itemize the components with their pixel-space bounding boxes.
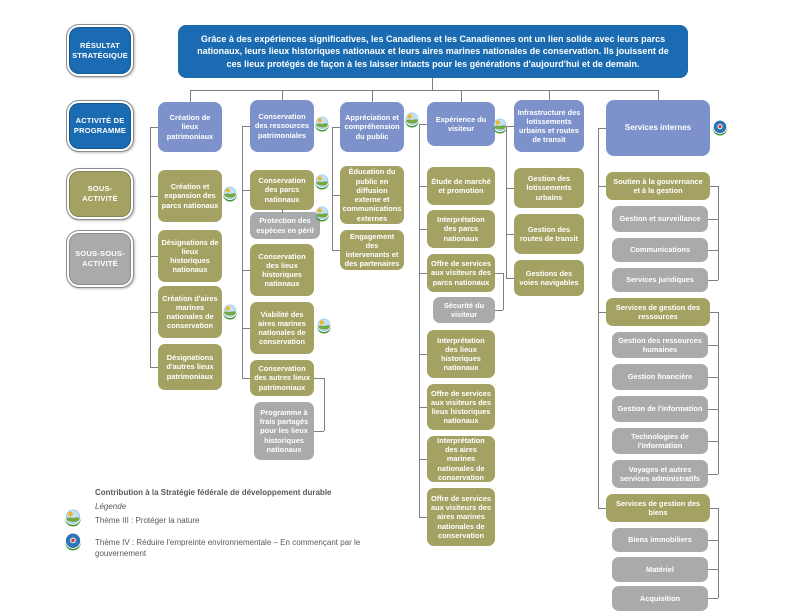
- tier-label-sous-activite: [66, 168, 134, 220]
- connector-line: [708, 250, 718, 251]
- connector-line: [718, 508, 719, 598]
- sub-activity-box: Services de gestion des biens: [606, 494, 710, 522]
- theme3-icon: [222, 304, 238, 320]
- sub-sub-activity-box: Services juridiques: [612, 268, 708, 292]
- sub-activity-box: Offre de services aux visiteurs des aires marines nationales de conservation: [427, 488, 495, 546]
- connector-line: [506, 126, 514, 127]
- connector-line: [242, 190, 250, 191]
- theme4-icon: [712, 120, 728, 136]
- connector-line: [708, 474, 718, 475]
- sub-sub-activity-box: Voyages et autres services administratifs: [612, 460, 708, 488]
- activity-box: Conservation des ressources patrimoniales: [250, 100, 314, 152]
- connector-line: [432, 78, 433, 90]
- sub-activity-box: Offre de services aux visiteurs des lieux historiques nationaux: [427, 384, 495, 430]
- sub-sub-activity-box: Matériel: [612, 557, 708, 582]
- sub-activity-box: Étude de marché et promotion: [427, 167, 495, 205]
- connector-line: [419, 354, 427, 355]
- connector-line: [242, 270, 250, 271]
- sub-activity-box: Gestions des voies navigables: [514, 260, 584, 296]
- connector-line: [708, 598, 718, 599]
- connector-line: [419, 517, 427, 518]
- sub-sub-activity-box: Biens immobiliers: [612, 528, 708, 552]
- connector-line: [718, 312, 719, 474]
- legend-item-theme4: Thème IV : Réduire l'empreinte environnementale – En commençant par le gouvernement: [95, 538, 361, 558]
- tier-label-text: RÉSULTAT STRATÉGIQUE: [69, 27, 131, 74]
- sub-activity-box: Offre de services aux visiteurs des parcs nationaux: [427, 254, 495, 292]
- sub-sub-activity-box: Acquisition: [612, 586, 708, 611]
- connector-line: [708, 441, 718, 442]
- connector-line: [461, 90, 462, 102]
- sub-activity-box: Conservation des autres lieux patrimoniaux: [250, 360, 314, 396]
- sub-sub-activity-box: Protection des espèces en péril: [250, 212, 320, 239]
- connector-line: [506, 188, 514, 189]
- connector-line: [710, 312, 718, 313]
- connector-line: [332, 127, 333, 250]
- sub-activity-box: Désignations d'autres lieux patrimoniaux: [158, 344, 222, 390]
- sub-sub-activity-box: Gestion financière: [612, 364, 708, 390]
- sub-activity-box: Gestion des lotissements urbains: [514, 168, 584, 208]
- connector-line: [419, 229, 427, 230]
- legend-item-theme3: Thème III : Protéger la nature: [95, 516, 200, 525]
- connector-line: [658, 90, 659, 100]
- connector-line: [242, 328, 250, 329]
- theme3-icon: [314, 174, 330, 190]
- connector-line: [506, 126, 507, 278]
- connector-line: [708, 409, 718, 410]
- connector-line: [324, 378, 325, 431]
- activity-box: Création de lieux patrimoniaux: [158, 102, 222, 152]
- connector-line: [708, 345, 718, 346]
- sub-sub-activity-box: Sécurité du visiteur: [433, 297, 495, 323]
- connector-line: [506, 234, 514, 235]
- connector-line: [708, 280, 718, 281]
- theme3-icon: [222, 186, 238, 202]
- connector-line: [150, 256, 158, 257]
- theme3-icon: [64, 509, 82, 527]
- connector-line: [506, 278, 514, 279]
- theme3-icon: [316, 318, 332, 334]
- connector-line: [282, 209, 283, 213]
- connector-line: [710, 508, 718, 509]
- theme3-icon: [314, 206, 330, 222]
- strategic-outcome-box: Grâce à des expériences significatives, les Canadiens et les Canadiennes ont un lien solide avec leurs parcs nationaux, leurs lieux historiques nationaux et leurs aires marines nationales de conservation. Ils jouissent de ces lieux protégés de façon à les laisser intacts pour les générations d'aujourd'hui et de demain.: [178, 25, 688, 78]
- sub-activity-box: Interprétation des lieux historiques nationaux: [427, 330, 495, 378]
- connector-line: [708, 219, 718, 220]
- sub-activity-box: Éducation du public en diffusion externe et communications externes: [340, 166, 404, 224]
- connector-line: [242, 378, 250, 379]
- connector-line: [314, 378, 324, 379]
- connector-line: [150, 196, 158, 197]
- activity-box: Expérience du visiteur: [427, 102, 495, 146]
- tier-label-sous-sous-activite: [66, 230, 134, 288]
- sub-sub-activity-box: Technologies de l'information: [612, 428, 708, 454]
- connector-line: [314, 431, 324, 432]
- connector-line: [332, 127, 340, 128]
- connector-line: [332, 195, 340, 196]
- connector-line: [598, 312, 606, 313]
- sub-sub-activity-box: Communications: [612, 238, 708, 262]
- tier-label-text: ACTIVITÉ DE PROGRAMME: [69, 103, 131, 149]
- connector-line: [150, 367, 158, 368]
- sub-activity-box: Interprétation des aires marines nationales de conservation: [427, 436, 495, 482]
- sub-activity-box: Création d'aires marines nationales de conservation: [158, 286, 222, 338]
- connector-line: [190, 90, 659, 91]
- connector-line: [332, 250, 340, 251]
- legend-heading: Légende: [95, 502, 127, 511]
- connector-line: [708, 540, 718, 541]
- tier-label-resultat-strategique: [66, 24, 134, 77]
- sub-activity-box: Viabilité des aires marines nationales de conservation: [250, 302, 314, 354]
- connector-line: [150, 312, 158, 313]
- connector-line: [710, 186, 718, 187]
- connector-line: [598, 128, 599, 508]
- tier-label-text: SOUS-SOUS-ACTIVITÉ: [69, 233, 131, 285]
- activity-box: Infrastructure des lotissements urbains et routes de transit: [514, 100, 584, 152]
- connector-line: [495, 273, 503, 274]
- activity-box: Appréciation et compréhension du public: [340, 102, 404, 152]
- connector-line: [419, 407, 427, 408]
- theme3-icon: [314, 116, 330, 132]
- connector-line: [419, 124, 427, 125]
- sub-activity-box: Désignations de lieux historiques nationaux: [158, 230, 222, 282]
- connector-line: [503, 273, 504, 310]
- connector-line: [150, 127, 151, 367]
- theme3-icon: [404, 112, 420, 128]
- sub-activity-box: Conservation des parcs nationaux: [250, 170, 314, 210]
- connector-line: [242, 126, 250, 127]
- sub-sub-activity-box: Programme à frais partagés pour les lieux historiques nationaux: [254, 402, 314, 460]
- sub-activity-box: Création et expansion des parcs nationaux: [158, 170, 222, 222]
- connector-line: [372, 90, 373, 102]
- sub-activity-box: Gestion des routes de transit: [514, 214, 584, 254]
- sub-sub-activity-box: Gestion et surveillance: [612, 206, 708, 232]
- sub-activity-box: Engagement des intervenants et des partenaires: [340, 230, 404, 270]
- connector-line: [708, 569, 718, 570]
- connector-line: [718, 186, 719, 280]
- sub-activity-box: Soutien à la gouvernance et à la gestion: [606, 172, 710, 200]
- sub-sub-activity-box: Gestion de l'information: [612, 396, 708, 422]
- connector-line: [708, 377, 718, 378]
- tier-label-activite-de-programme: [66, 100, 134, 152]
- connector-line: [419, 186, 427, 187]
- connector-line: [150, 127, 158, 128]
- theme4-icon: [64, 533, 82, 551]
- connector-line: [549, 90, 550, 100]
- connector-line: [242, 126, 243, 378]
- sub-sub-activity-box: Gestion des ressources humaines: [612, 332, 708, 358]
- connector-line: [598, 508, 606, 509]
- connector-line: [282, 90, 283, 100]
- sub-activity-box: Services de gestion des ressources: [606, 298, 710, 326]
- connector-line: [419, 459, 427, 460]
- sub-activity-box: Interprétation des parcs nationaux: [427, 210, 495, 248]
- connector-line: [419, 273, 427, 274]
- connector-line: [495, 310, 503, 311]
- connector-line: [190, 90, 191, 102]
- connector-line: [598, 128, 606, 129]
- activity-box: Services internes: [606, 100, 710, 156]
- connector-line: [598, 186, 606, 187]
- sub-activity-box: Conservation des lieux historiques nationaux: [250, 244, 314, 296]
- tier-label-text: SOUS-ACTIVITÉ: [69, 171, 131, 217]
- legend-title: Contribution à la Stratégie fédérale de développement durable: [95, 488, 332, 497]
